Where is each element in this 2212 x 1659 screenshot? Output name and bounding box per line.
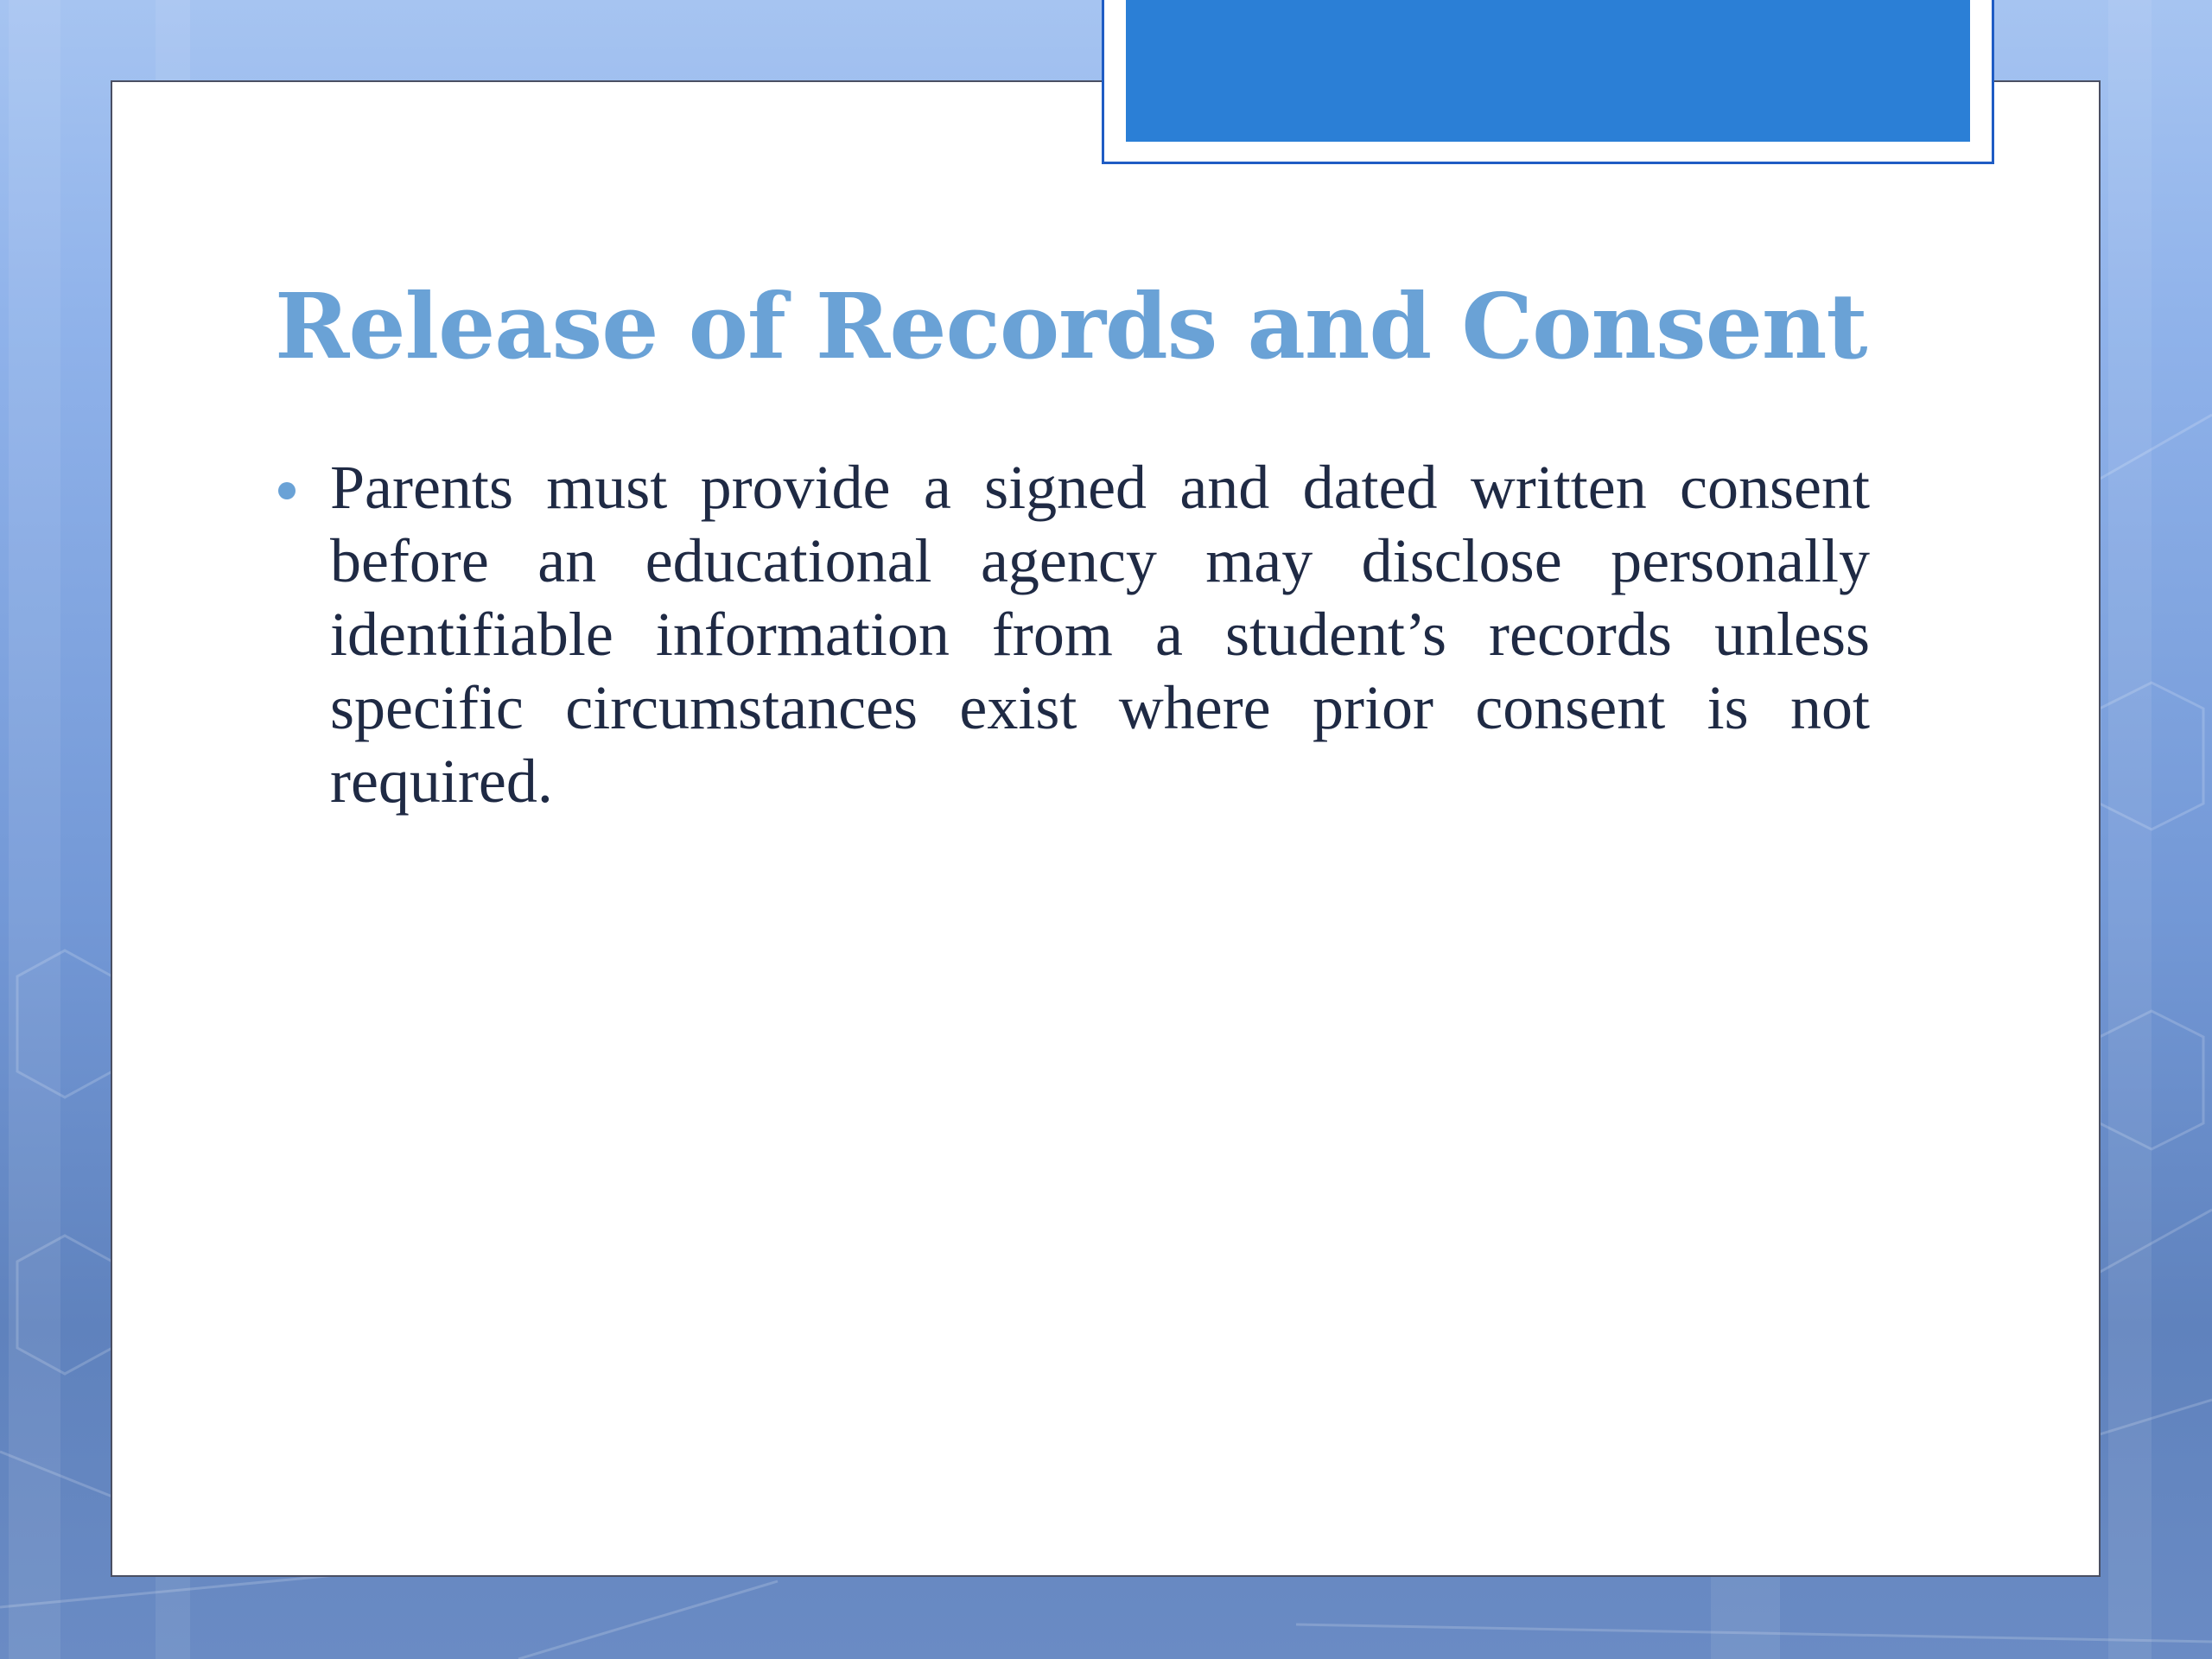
bullet-item (278, 451, 1870, 818)
bullet-dot-icon (278, 482, 296, 499)
bullet-text: Parents must provide a signed and dated written consent before an educational agency may disclose personally identifiable information from a student’s records unless specific circumstances exist where prior consent is not required. (330, 453, 1870, 816)
header-accent-frame (1102, 0, 1994, 164)
header-accent-block (1126, 0, 1970, 142)
bullet-list (278, 451, 1870, 818)
slide-title: Release of Records and Consent (275, 273, 1867, 379)
